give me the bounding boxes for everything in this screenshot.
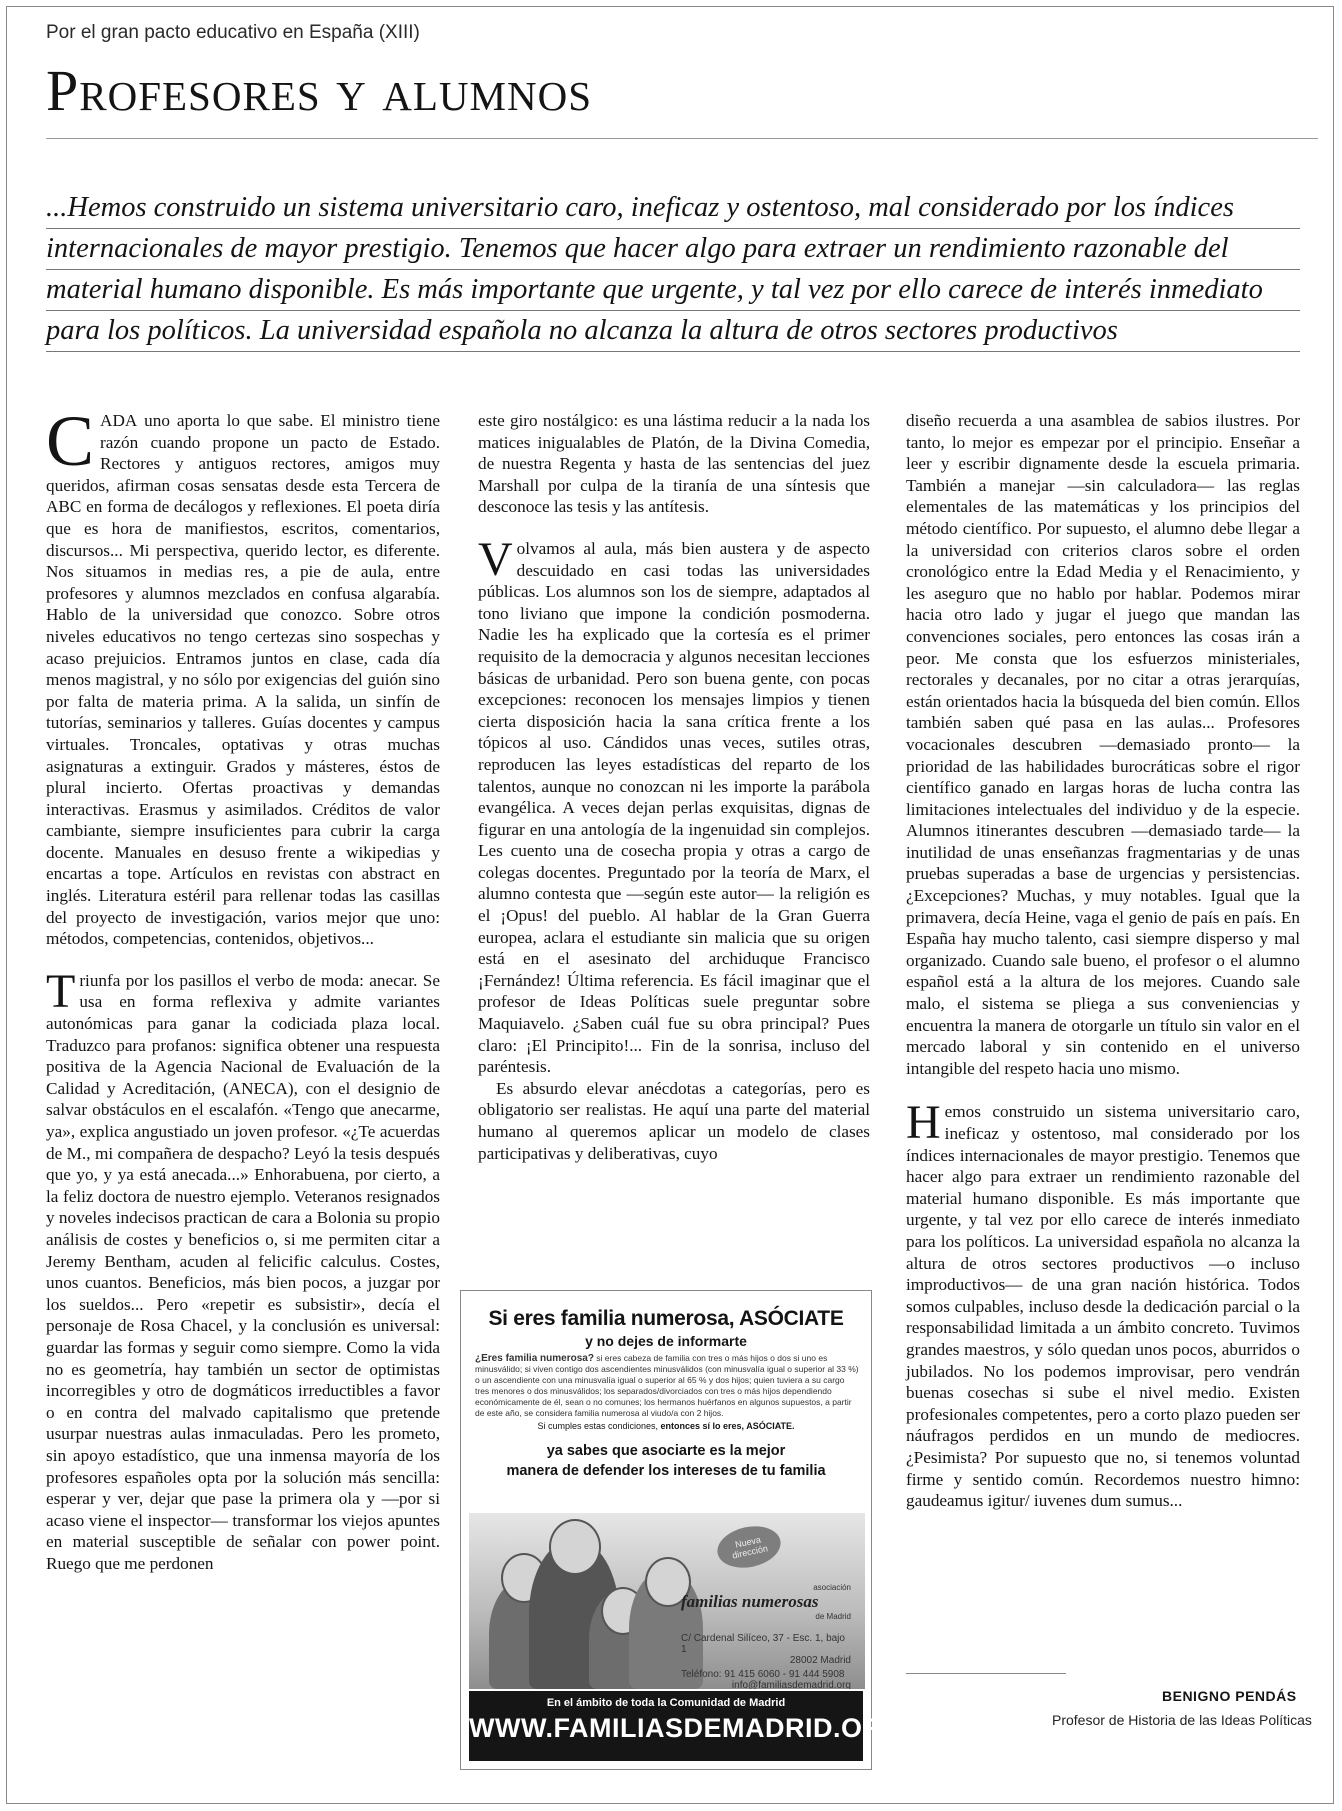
article-deck — [46, 188, 1300, 352]
paragraph — [906, 1096, 1300, 1511]
deck-line: para los políticos. La universidad española no alcanza la altura de otros sectores productivos — [46, 311, 1300, 352]
paragraph-text: olvamos al aula, más bien austera y de aspecto descuidado en casi todas las universidades públicas. Los alumnos son los de siempre, adaptados al tono liviano que impone la condición posmoderna. Nadie les ha explicado que la cortesía es el primer requisito de la democracia y algunos necesitan lecciones básicas de urbanidad. Pero son buena gente, con pocas excepciones: reconocen los mensajes limpios y tienen cierta disposición hacia la sana crítica frente a los tópicos al uso. Cándidos unas veces, sutiles otras, reproducen las leyes estadísticas del reparto de los talentos, aunque no conozcan ni les importe la parábola evangélica. A veces dejan perlas exquisitas, dignas de figurar en una antología de la ingenuidad sin complejos. Les cuento una de cosecha propia y otras a cargo de colegas docentes. Preguntado por la teoría de Marx, el alumno contesta que —según este autor— la religión es el ¡Opus! del pueblo. Al hablar de la Gran Guerra europea, aclara el estudiante sin malicia que su origen está en el asesinato del archiduque Francisco ¡Fernández! Última referencia. Es fácil imaginar que el profesor de Ideas Políticas suele preguntar sobre Maquiavelo. ¿Saben cuál fue su obra principal? Pues claro: ¡El Principito!... Fin de la sonrisa, incluso del paréntesis. — [478, 538, 870, 1077]
ad-conditions-line — [461, 1421, 871, 1431]
address-line: 28002 Madrid — [789, 1655, 851, 1666]
address-line: C/ Cardenal Silíceo, 37 - Esc. 1, bajo 1 — [681, 1633, 845, 1655]
paragraph — [478, 532, 870, 1078]
paragraph-text: uno aporta lo que sabe. El ministro tiene razón cuando propone un pacto de Estado. Rectores y antiguos rectores, amigos muy queridos, afirman cosas sensatas desde esta Tercera de ABC en forma de decálogos y reflexiones. El poeta diría que es hora de manifiestos, escritos, comentarios, discursos... Mi perspectiva, querido lector, es diferente. Nos situamos in medias res, a pie de aula, entre profesores y alumnos mezclados en confusa algarabía. Hablo de la universidad que conozco. Sobre otros niveles educativos no tengo certezas sino sospechas y acaso prejuicios. Entramos juntos en clase, cada día menos magistral, y no sólo por exigencias del guión sino por falta de materia prima. A la salida, un sinfín de tutorías, seminarios y talleres. Guías docentes y campus virtuales. Troncales, optativas y otras muchas asignaturas a extinguir. Grados y másteres, éstos de plural incierto. Ofertas proactivas y demandas interactivas. Erasmus y asimilados. Créditos de valor cambiante, siempre insuficientes para cubrir la carga docente. Manuales en desuso frente a wikipedias y encartas a tope. Artículos en revistas con abstract en inglés. Literatura estéril para rellenar todas las casillas del proyecto de investigación, varios mejor que uno: métodos, competencias, contenidos, objetivos... — [46, 411, 440, 949]
ad-conditions-text: si eres cabeza de familia con tres o más hijos o dos si uno es minusválido; si viven contigo dos ascendientes minusválidos (con minusvalía igual o superior al 33 %) o un ascendiente con una minusvalía igual o superior al 65 % y dos hijos; quien tuviera a su cargo tres menores o dos minusválidos; los separados/divorciados con tres o más hijos dependiendo económicamente de él, sean o no comunes; los hermanos huérfanos en algunos supuestos, a partir de este año, se considera familia numerosa al viudo/a con 2 hijos. — [475, 1353, 859, 1418]
association-info — [681, 1583, 851, 1689]
ad-cond-bold: entonces sí lo eres, ASÓCIATE. — [660, 1421, 795, 1431]
article-column-2 — [478, 410, 870, 1164]
association-logo: familias numerosas — [681, 1592, 819, 1611]
drop-cap: T — [46, 964, 76, 1018]
paragraph: este giro nostálgico: es una lástima reducir a la nada los matices inigualables de Platón, de la Divina Comedia, de nuestra Regenta y hasta de las sentencias del juez Marshall por culpa de la tiranía de una síntesis que desconoce las tesis y las antítesis. — [478, 411, 870, 517]
ad-footer-strip — [469, 1691, 904, 1761]
article-column-3 — [906, 410, 1300, 1512]
family-photo — [469, 1513, 865, 1689]
lead-caps: ADA — [100, 411, 138, 430]
ad-subtitle: y no dejes de informarte — [585, 1333, 747, 1349]
ad-slogan-line: ya sabes que asociarte es la mejor — [546, 1443, 786, 1459]
association-region: de Madrid — [815, 1612, 851, 1621]
paragraph-text: riunfa por los pasillos el verbo de moda: anecar. Se usa en forma reflexiva y admite variantes autonómicas para ganar la codiciada plaza local. Traduzco para profanos: significa obtener una respuesta positiva de la Agencia Nacional de Evaluación de la Calidad y Acreditación, (ANECA), con el designio de salvar obstáculos en el escalafón. «Tengo que anecarme, ya», explica angustiado un joven profesor. «¿Te acuerdas de M., mi compañera de despacho? Leyó la tesis después que yo, y ya está anecada...» Enhorabuena, por cierto, a la feliz doctora de nuestro ejemplo. Veteranos resignados y noveles indecisos practican de cara a Bolonia su propio análisis de costes y beneficios o, si me permiten citar a Jeremy Bentham, acuden al felicific calculus. Costes, unos cuantos. Beneficios, más bien pocos, a juzgar por los sueldos... Pero «repetir es subsistir», decía el personaje de Rosa Chacel, y la conclusión es universal: guardar las formas y seguir como siempre. Como la vida no es geometría, hay también un sector de optimistas incorregibles y otro de dogmáticos irreductibles a favor o en contra del malvado capitalismo que pretende usurpar nuestras aulas inmaculadas. Pero les prometo, sin apoyo estadístico, que una inmensa mayoría de los profesores españoles opta por la solución más sencilla: esperar y ver, dejar que pase la primera ola y —por si acaso viene el inspector— transformar los viejos apuntes en material susceptible de señalar con power point. Ruego que me perdonen — [46, 970, 440, 1573]
association-label: asociación — [813, 1583, 851, 1592]
paragraph-text: emos construido un sistema universitario caro, ineficaz y ostentoso, mal considerado por los índices internacionales de mayor prestigio. Tenemos que hacer algo para extraer un rendimiento razonable del material humano disponible. Es más importante que urgente, y tal vez por ello carece de interés inmediato para los políticos. La universidad española no alcanza la altura de otros sectores productivos —o incluso improductivos— de una gran nación histórica. Todos somos culpables, incluso desde la dedicación parcial o la responsabilidad limitada a un ámbito concreto. Tuvimos grandes maestros, y sólo quedan unos pocos, aburridos o jubilados. No los podemos improvisar, pero vendrán buenas cosechas si sube el nivel medio. Existen profesionales competentes, pero a corto plazo pueden ser náufragos perdidos en un mundo de mediocres. ¿Pesimista? Por supuesto que no, si tenemos voluntad firme y sentido común. Recordemos nuestro himno: gaudeamus igitur/ iuvenes dum sumus... — [906, 1102, 1300, 1511]
ad-slogan-line: manera de defender los intereses de tu familia — [506, 1463, 826, 1479]
email-link[interactable]: info@familiasdemadrid.org — [731, 1680, 851, 1689]
paragraph: Es absurdo elevar anécdotas a categorías, pero es obligatorio ser realistas. He aquí una parte del material humano al queremos aplicar un modelo de clases participativas y deliberativas, cuyo — [478, 1078, 870, 1163]
deck-line: internacionales de mayor prestigio. Tenemos que hacer algo para extraer un rendimiento razonable del — [46, 229, 1300, 270]
article-headline: Profesores y alumnos — [46, 58, 593, 123]
ad-slogan — [461, 1441, 871, 1481]
paragraph — [46, 401, 440, 950]
paragraph: diseño recuerda a una asamblea de sabios ilustres. Por tanto, lo mejor es empezar por el principio. Enseñar a leer y escribir dignamente desde la escuela primaria. También a manejar —sin calculadora— las reglas elementales de las matemáticas y los principios del método científico. Por supuesto, el alumno debe llegar a la universidad con criterios claros sobre el orden cronológico entre la Edad Media y el Renacimiento, y les aseguro que no hablo por hablar. Podemos mirar hacia otro lado y jugar el juego que mandan las convenciones sociales, pero entonces las cosas irán a peor. Me consta que los esfuerzos ministeriales, rectorales y decanales, por no citar a otras jerarquías, están orientados hacia la búsqueda del bien común. Ellos también saben qué pasa en las aulas... Profesores vocacionales descubren —demasiado pronto— la prioridad de las habilidades burocráticas sobre el rigor científico ganado en largas horas de lucha contra las limitaciones intelectuales del individuo y de la especie. Alumnos itinerantes descubren —demasiado tarde— la inutilidad de unas enseñanzas fragmentarias y de unas pruebas superadas a base de urgencias y persistencias. ¿Excepciones? Muchas, y muy notables. Igual que la primavera, decía Heine, vaga el genio de país en país. En España hay mucho talento, casi siempre disperso y mal organizado. Cuando sale bueno, el profesor o el alumno español está a la altura de los mejores. Cuando sale malo, el sistema se pliega a sus conveniencias y encuentra la manera de otorgarle un título sin valor en el mercado laboral y sin contenido en el universo intangible del respeto hacia uno mismo. — [906, 411, 1300, 1078]
paragraph — [46, 964, 440, 1575]
deck-line: material humano disponible. Es más importante que urgente, y tal vez por ello carece de interés inmediato — [46, 270, 1300, 311]
ad-conditions — [461, 1349, 871, 1419]
ad-question: ¿Eres familia numerosa? — [475, 1353, 594, 1364]
signature-rule — [906, 1673, 1066, 1674]
article-column-1 — [46, 401, 440, 1574]
deck-line: ...Hemos construido un sistema universitario caro, ineficaz y ostentoso, mal considerado por los índices — [46, 188, 1300, 229]
phone-line: Teléfono: 91 415 6060 - 91 444 5908 — [681, 1669, 845, 1680]
ad-cond-text: Si cumples estas condiciones, — [537, 1421, 661, 1431]
new-address-badge: Nueva dirección — [714, 1521, 785, 1573]
drop-cap: C — [46, 401, 95, 481]
headline-rule — [46, 138, 1318, 139]
drop-cap: H — [906, 1096, 941, 1150]
adult-head — [549, 1519, 601, 1575]
ad-title: Si eres familia numerosa, ASÓCIATE — [488, 1307, 844, 1330]
section-kicker: Por el gran pacto educativo en España (XIII) — [46, 22, 420, 43]
author-role: Profesor de Historia de las Ideas Políticas — [1052, 1712, 1312, 1728]
ad-website-link[interactable]: WWW.FAMILIASDEMADRID.ORG — [469, 1713, 904, 1743]
advertisement[interactable] — [460, 1290, 904, 1770]
ad-footer-text: En el ámbito de toda la Comunidad de Madrid — [546, 1697, 786, 1709]
drop-cap: V — [478, 532, 513, 586]
author-name: BENIGNO PENDÁS — [1162, 1688, 1297, 1704]
